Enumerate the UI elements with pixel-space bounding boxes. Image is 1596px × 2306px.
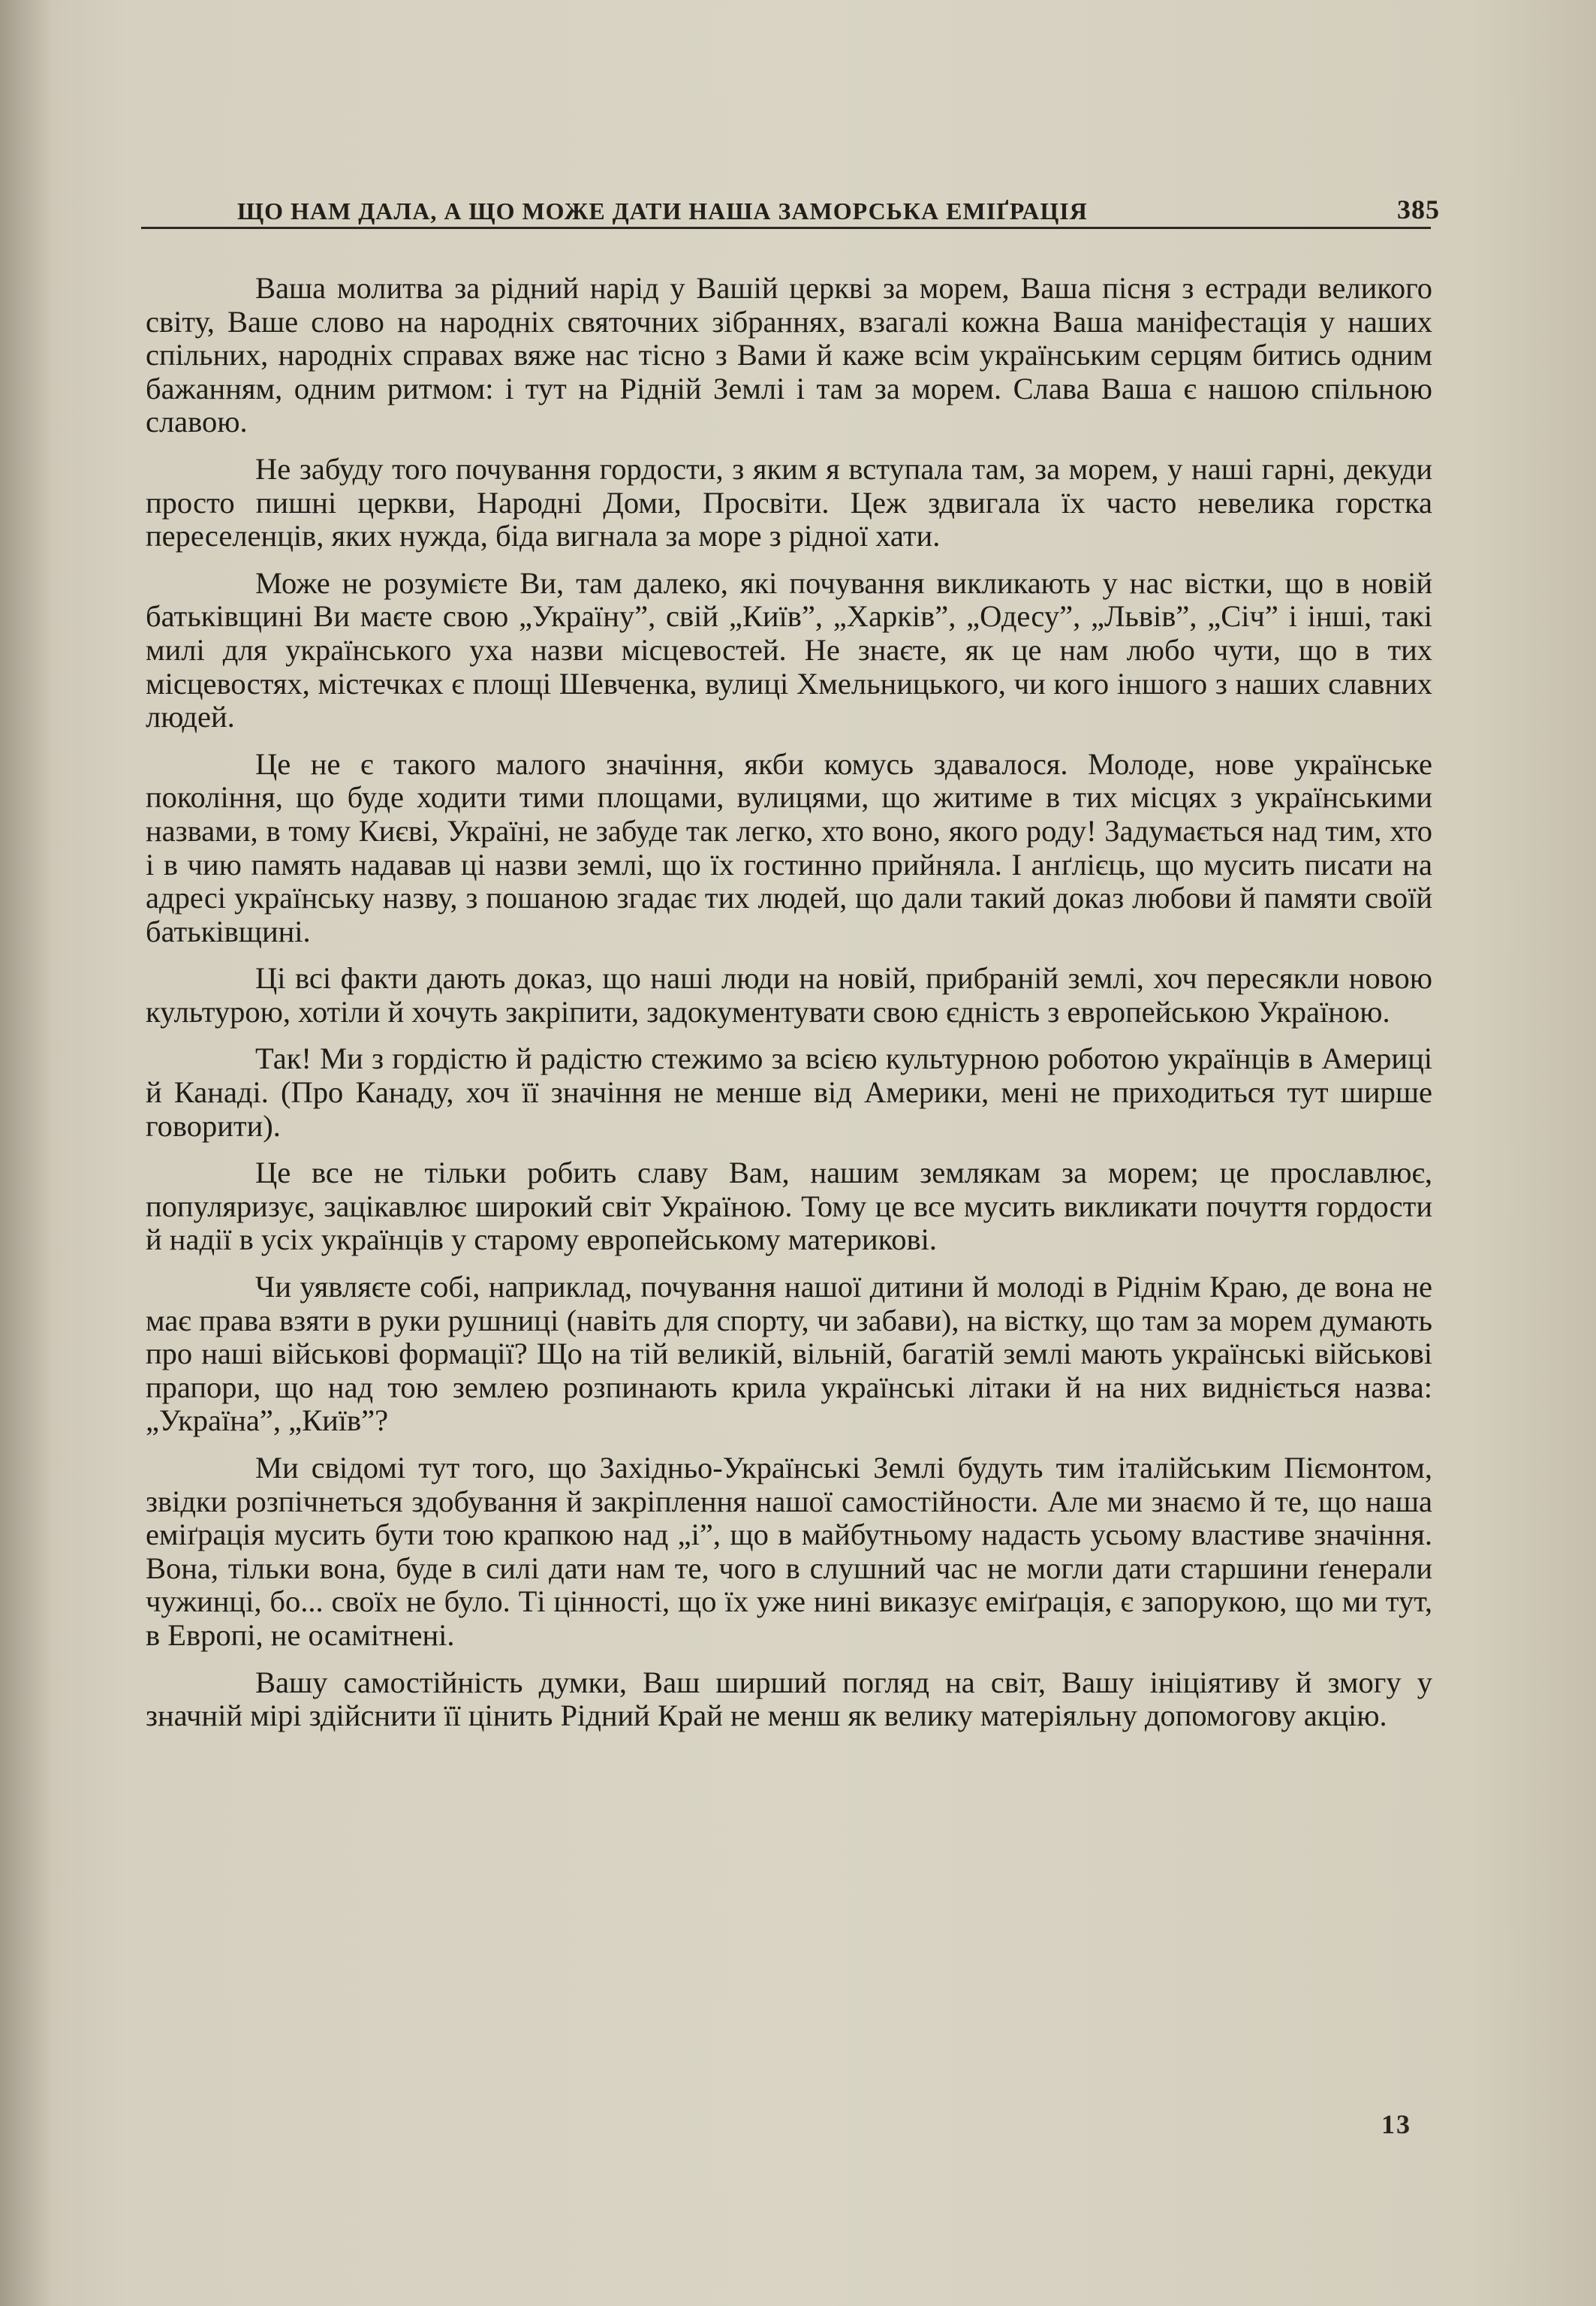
paragraph-4: Це не є такого малого значіння, якби комусь здавалося. Молоде, нове українське покоління, що буде ходити тими площами, вулицями, що житиме в тих місцях з українськими назвами, в тому Києві, Україні, не забуде так легко, хто воно, якого роду! Задумається над тим, хто і в чию память надавав ці назви землі, що їх гостинно прийняла. І анґлієць, що мусить писати на адресі українську назву, з пошаною згадає тих людей, що дали такий доказ любови й памяти своїй батьківщині. <box>146 746 1432 948</box>
running-head <box>141 177 1440 225</box>
paragraph-10: Вашу самостійність думки, Ваш ширший погляд на світ, Вашу ініціятиву й змогу у значній мірі здійснити її цінить Рідний Край не менш як велику матеріяльну допомогову акцію. <box>146 1665 1432 1733</box>
paragraph-7: Це все не тільки робить славу Вам, нашим землякам за морем; це прославлює, популяризує, зацікавлює широкий світ Україною. Тому це все мусить викликати почуття гордости й надії в усіх українців у старому европейському материкові. <box>146 1156 1432 1257</box>
running-title: ЩО НАМ ДАЛА, А ЩО МОЖЕ ДАТИ НАША ЗАМОРСЬКА ЕМІҐРАЦІЯ <box>237 197 1088 225</box>
paragraph-5: Ці всі факти дають доказ, що наші люди на новій, прибраній землі, хоч пересякли новою культурою, хотіли й хочуть закріпити, задокументувати свою єдність з европейською Україною. <box>146 961 1432 1029</box>
printer-signature: 13 <box>1381 2109 1411 2139</box>
paragraph-9: Ми свідомі тут того, що Західньо-Українські Землі будуть тим італійським Піємонтом, звідки розпічнеться здобування й закріплення нашої самостійности. Але ми знаємо й те, що наша еміґрація мусить бути тою крапкою над „і”, що в майбутньому надасть усьому властиве значіння. Вона, тільки вона, буде в силі дати нам те, чого в слушний час не могли дати старшини ґенерали чужинці, бо... своїх не було. Ті цінності, що їх уже нині виказує еміґрація, є запорукою, що ми тут, в Европі, не осамітнені. <box>146 1451 1432 1652</box>
paragraph-6: Так! Ми з гордістю й радістю стежимо за всією культурною роботою українців в Америці й Канаді. (Про Канаду, хоч її значіння не менше від Америки, мені не приходиться тут ширше говорити). <box>146 1041 1432 1143</box>
paragraph-1: Ваша молитва за рідний нарід у Вашій церкві за морем, Ваша пісня з естради великого світу, Ваше слово на народніх святочних зібраннях, взагалі кожна Ваша маніфестація у наших спільних, народніх справах вяже нас тісно з Вами й каже всім українським серцям битись одним бажанням, одним ритмом: і тут на Рідній Землі і там за морем. Слава Ваша є нашою спільною славою. <box>146 271 1432 439</box>
body-text <box>146 272 1432 1747</box>
paragraph-2: Не забуду того почування гордости, з яким я вступала там, за морем, у наші гарні, декуди просто пишні церкви, Народні Доми, Просвіти. Цеж здвигала їх часто невелика горстка переселенців, яких нужда, біда вигнала за море з рідної хати. <box>146 451 1432 553</box>
header-rule <box>141 227 1431 229</box>
paragraph-8: Чи уявляєте собі, наприклад, почування нашої дитини й молоді в Ріднім Краю, де вона не має права взяти в руки рушниці (навіть для спорту, чи забави), на вістку, що там за морем думають про наші військові формації? Що на тій великій, вільній, багатій землі мають українські військові прапори, що над тою землею розпинають крила українські літаки й на них видніється назва: „Україна”, „Київ”? <box>146 1270 1432 1438</box>
paragraph-3: Може не розумієте Ви, там далеко, які почування викликають у нас вістки, що в новій батьківщині Ви маєте свою „Україну”, свій „Київ”, „Харків”, „Одесу”, „Львів”, „Січ” і інші, такі милі для українського уха назви місцевостей. Не знаєте, як це нам любо чути, що в тих місцевостях, містечках є площі Шевченка, вулиці Хмельницького, чи кого іншого з наших славних людей. <box>146 565 1432 734</box>
page-number: 385 <box>1397 194 1440 225</box>
gutter-shadow <box>0 0 53 2306</box>
